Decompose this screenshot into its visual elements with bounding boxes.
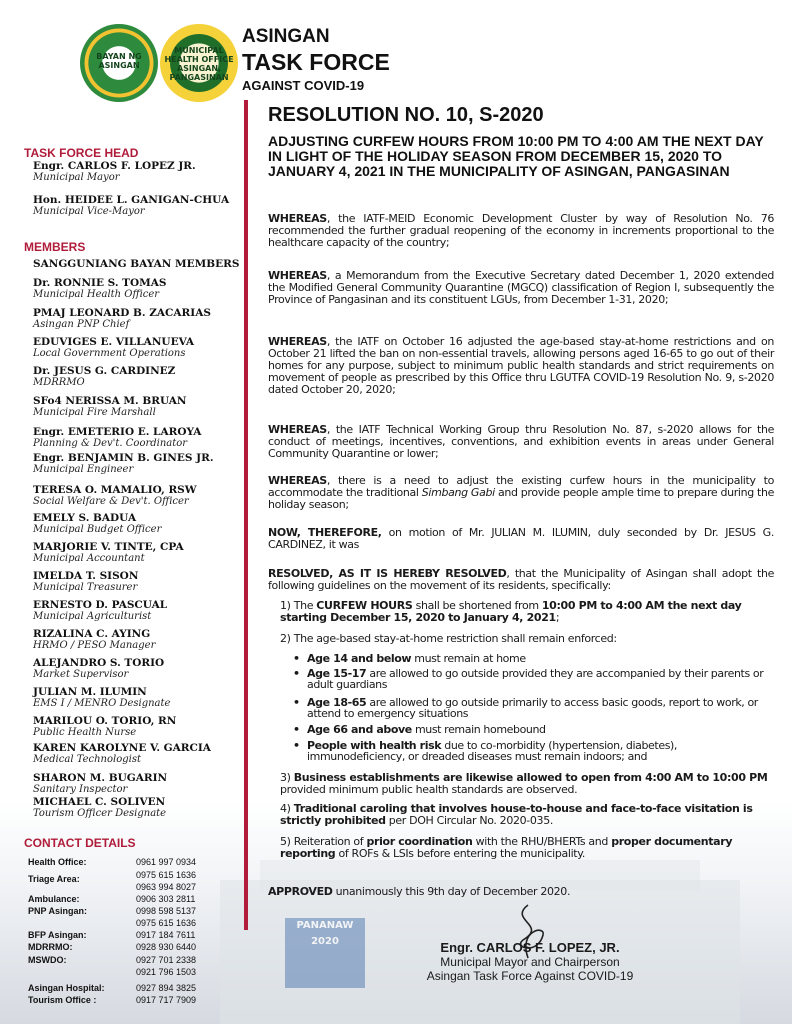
guideline-1: 1) The CURFEW HOURS shall be shortened from 10:00 PM to 4:00 AM the next day starting December 15, 2020 to January 4, 2021; (280, 599, 742, 624)
age-bullet: • Age 66 and above must remain homebound (307, 724, 775, 735)
contact-number: 0928 930 6440 (136, 942, 197, 952)
contact-label: PNP Asingan: (28, 906, 88, 916)
resolution-subtitle: ADJUSTING CURFEW HOURS FROM 10:00 PM TO 4:00 AM THE NEXT DAY IN LIGHT OF THE HOLIDAY SEASON FROM DECEMBER 15, 2020 TO JANUARY 4, 2021 IN THE MUNICIPALITY OF ASINGAN, PANGASINAN (268, 133, 764, 179)
guideline-5: 5) Reiteration of prior coordination with the RHU/BHERTs and proper documentary reporting of ROFs & LSIs before entering the municipality. (280, 835, 733, 860)
now-therefore: NOW, THEREFORE, on motion of Mr. JULIAN M. ILUMIN, duly seconded by Dr. JESUS G. CARDINEZ, it was (268, 526, 774, 551)
member-entry: Engr. EMETERIO E. LAROYA Planning & Dev't. Coordinator (33, 426, 202, 449)
member-entry: EMELY S. BADUA Municipal Budget Officer (33, 512, 162, 535)
member-entry: SFo4 NERISSA M. BRUAN Municipal Fire Marshall (33, 395, 187, 418)
member-entry: MICHAEL C. SOLIVEN Tourism Officer Designate (33, 796, 167, 819)
contact-number: 0917 184 7611 (136, 930, 196, 940)
member-entry: Dr. JESUS G. CARDINEZ MDRRMO (33, 365, 176, 388)
contact-number: 0963 994 8027 (136, 882, 197, 892)
member-entry: ERNESTO D. PASCUAL Municipal Agriculturist (33, 599, 168, 622)
approved-line: APPROVED unanimously this 9th day of December 2020. (268, 885, 571, 898)
member-entry: RIZALINA C. AYING HRMO / PESO Manager (33, 628, 156, 651)
signatory-block (380, 940, 680, 983)
member-entry: PMAJ LEONARD B. ZACARIAS Asingan PNP Chief (33, 307, 211, 330)
sb-members-heading: SANGGUNIANG BAYAN MEMBERS (33, 258, 240, 270)
contact-details-heading: CONTACT DETAILS (24, 836, 136, 850)
bayan-ng-asingan-seal: BAYAN NG ASINGAN (80, 24, 158, 102)
contact-number: 0961 997 0934 (136, 857, 197, 867)
guideline-4: 4) Traditional caroling that involves house-to-house and face-to-face visitation is strictly prohibited per DOH Circular No. 2020-035. (280, 802, 753, 827)
member-entry: TERESA O. MAMALIO, RSW Social Welfare & Dev't. Officer (33, 484, 197, 507)
contact-label: BFP Asingan: (28, 930, 87, 940)
head-entry: Engr. CARLOS F. LOPEZ JR. Municipal Mayor (33, 160, 196, 183)
whereas-5: WHEREAS, there is a need to adjust the existing curfew hours in the municipality to accommodate the traditional Simbang Gabi and provide people ample time to prepare during the holiday season; (268, 474, 774, 511)
brand-line3: AGAINST COVID-19 (242, 78, 365, 93)
age-bullet: • Age 14 and below must remain at home (307, 653, 775, 664)
contact-number: 0921 796 1503 (136, 967, 197, 977)
age-bullet: • People with health risk due to co-morbidity (hypertension, diabetes), immunodeficiency, or dreaded diseases must remain indoors; and (307, 740, 775, 762)
signatory-role: Asingan Task Force Against COVID-19 (426, 969, 634, 983)
brand-line1: ASINGAN (242, 26, 330, 47)
member-entry: ALEJANDRO S. TORIO Market Supervisor (33, 657, 165, 680)
task-force-head-heading: TASK FORCE HEAD (24, 146, 139, 160)
contact-label: MSWDO: (28, 955, 67, 965)
signatory-role: Municipal Mayor and Chairperson (440, 955, 620, 969)
member-entry: EDUVIGES E. VILLANUEVA Local Government Operations (33, 336, 195, 359)
member-entry: Dr. RONNIE S. TOMAS Municipal Health Officer (33, 277, 167, 300)
member-entry: Engr. BENJAMIN B. GINES JR. Municipal Engineer (33, 452, 214, 475)
guideline-2: 2) The age-based stay-at-home restriction shall remain enforced: (280, 632, 617, 645)
member-entry: KAREN KAROLYNE V. GARCIA Medical Technologist (33, 742, 211, 765)
contact-number: 0917 717 7909 (136, 995, 197, 1005)
age-bullet: • Age 18-65 are allowed to go outside primarily to access basic goods, report to work, or attend to emergency situations (307, 697, 775, 719)
contact-number: 0927 701 2338 (136, 955, 197, 965)
brand-line2: TASK FORCE (242, 49, 390, 75)
member-entry: SHARON M. BUGARIN Sanitary Inspector (33, 772, 168, 795)
signatory-name: Engr. CARLOS F. LOPEZ, JR. (440, 940, 620, 955)
member-entry: MARILOU O. TORIO, RN Public Health Nurse (33, 715, 177, 738)
guideline-3: 3) Business establishments are likewise allowed to open from 4:00 AM to 10:00 PM provided minimum public health standards are observed. (280, 771, 768, 796)
task-force-brand (242, 26, 390, 93)
member-entry: IMELDA T. SISON Municipal Treasurer (33, 570, 139, 593)
whereas-2: WHEREAS, a Memorandum from the Executive Secretary dated December 1, 2020 extended the Modified General Community Quarantine (MGCQ) classification of Region I, subsequently the Province of Pangasinan and its constituent LGUs, from December 1-31, 2020; (268, 269, 774, 306)
contact-label: Ambulance: (28, 894, 80, 904)
member-entry: JULIAN M. ILUMIN EMS I / MENRO Designate (33, 686, 171, 709)
contact-number: 0998 598 5137 (136, 906, 197, 916)
contact-number: 0906 303 2811 (136, 894, 196, 904)
whereas-3: WHEREAS, the IATF on October 16 adjusted the age-based stay-at-home restrictions and on October 21 lifted the ban on non-essential travels, allowing persons aged 16-65 to go out of their homes for any purpose, subject to minimum public health standards and strict requirements on movement of people as prescribed by this Office thru LGUTFA COVID-19 Resolution No. 9, s-2020 dated October 20, 2020; (268, 335, 774, 396)
contact-number: 0975 615 1636 (136, 918, 197, 928)
contact-label: Tourism Office : (28, 995, 97, 1005)
background-sign (285, 918, 365, 988)
contact-number: 0927 894 3825 (136, 983, 197, 993)
resolved-clause: RESOLVED, AS IT IS HEREBY RESOLVED, that the Municipality of Asingan shall adopt the following guidelines on the movement of its residents, specifically: (268, 567, 774, 592)
whereas-4: WHEREAS, the IATF Technical Working Group thru Resolution No. 87, s-2020 allows for the conduct of meetings, incentives, conventions, and exhibition events in areas under General Community Quarantine or lower; (268, 423, 774, 460)
contact-label: Triage Area: (28, 874, 80, 884)
divider-line (244, 100, 248, 930)
background-sign-line1: PANANAW (296, 920, 354, 931)
contact-label: MDRRMO: (28, 942, 73, 952)
municipal-health-office-seal: MUNICIPAL HEALTH OFFICE ASINGAN, PANGASINAN (160, 24, 238, 102)
age-bullet: • Age 15-17 are allowed to go outside provided they are accompanied by their parents or adult guardians (307, 668, 775, 690)
head-entry: Hon. HEIDEE L. GANIGAN-CHUA Municipal Vice-Mayor (33, 194, 230, 217)
member-entry: MARJORIE V. TINTE, CPA Municipal Accountant (33, 541, 184, 564)
resolution-title: RESOLUTION NO. 10, S-2020 (268, 104, 544, 126)
contact-number: 0975 615 1636 (136, 870, 197, 880)
members-heading: MEMBERS (24, 240, 86, 254)
contact-label: Asingan Hospital: (28, 983, 105, 993)
contact-label: Health Office: (28, 857, 87, 867)
whereas-1: WHEREAS, the IATF-MEID Economic Development Cluster by way of Resolution No. 76 recommended the further gradual reopening of the economy in increments proportional to the healthcare capacity of the country; (268, 212, 774, 249)
background-sign-line2: 2020 (311, 936, 339, 947)
